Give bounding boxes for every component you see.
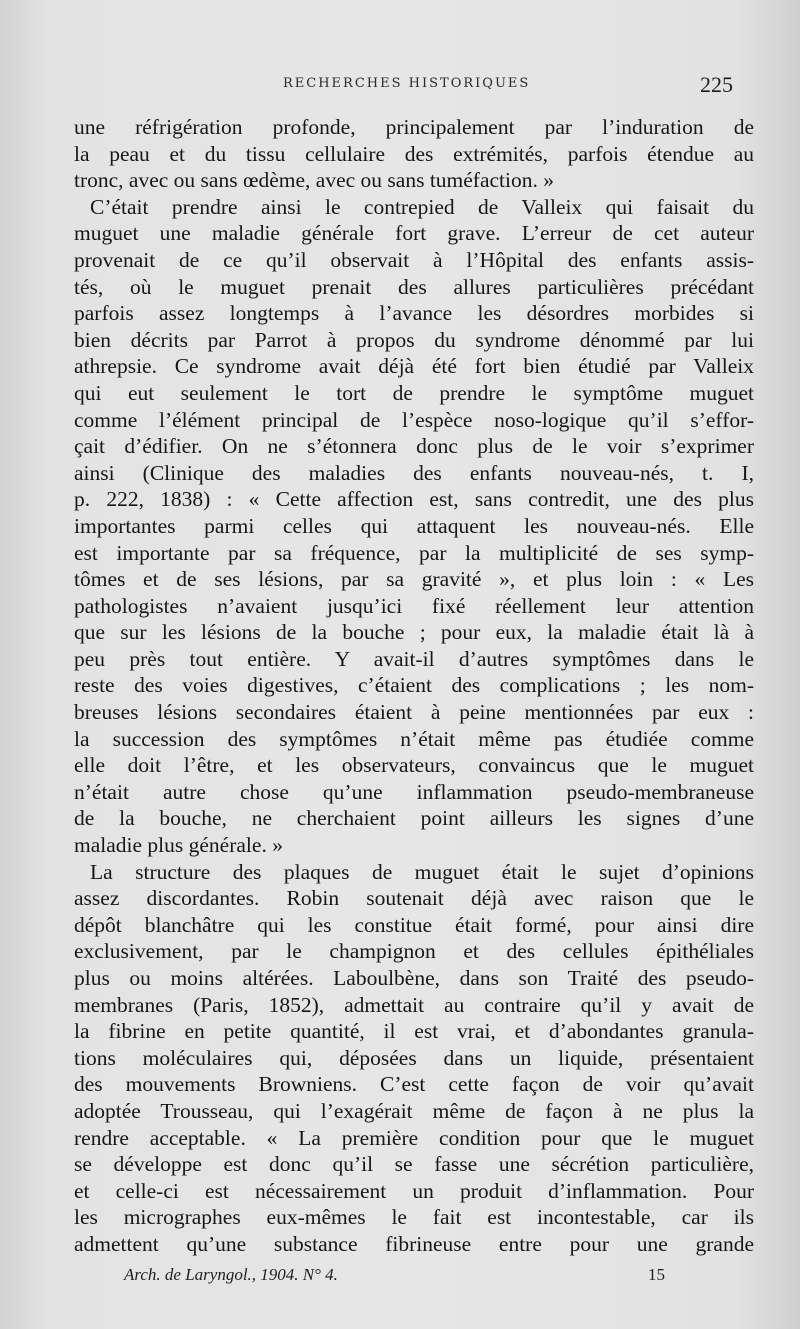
text-line: elle doit l’être, et les observateurs, convaincus que le muguet [74, 753, 754, 778]
page-header [0, 72, 800, 100]
text-line: la succession des symptômes n’était même pas étudiée comme [74, 726, 754, 751]
page-number: 225 [700, 72, 733, 97]
text-line: La structure des plaques de muguet était le sujet d’opinions [90, 859, 754, 884]
text-line: breuses lésions secondaires étaient à peine mentionnées par eux : [74, 700, 754, 725]
text-line: une réfrigération profonde, principalement par l’induration de [74, 115, 754, 139]
text-line: qui eut seulement le tort de prendre le symptôme muguet [74, 380, 754, 405]
text-line: reste des voies digestives, c’étaient des complications ; les nom- [74, 673, 754, 698]
text-line: n’était autre chose qu’une inflammation pseudo-membraneuse [74, 779, 754, 804]
text-line: dépôt blanchâtre qui les constitue était formé, pour ainsi dire [74, 912, 754, 937]
text-line: athrepsie. Ce syndrome avait déjà été fort bien étudié par Valleix [74, 354, 754, 379]
text-line: se développe est donc qu’il se fasse une sécrétion particulière, [74, 1152, 754, 1177]
text-line: et celle-ci est nécessairement un produit d’inflammation. Pour [74, 1178, 754, 1203]
text-line: tions moléculaires qui, déposées dans un liquide, présentaient [74, 1045, 754, 1070]
text-line: provenait de ce qu’il observait à l’Hôpital des enfants assis- [74, 247, 754, 272]
text-line: ainsi (Clinique des maladies des enfants nouveau-nés, t. I, [74, 460, 754, 485]
text-line: comme l’élément principal de l’espèce noso-logique qu’il s’effor- [74, 407, 754, 432]
text-line: maladie plus générale. » [74, 833, 283, 858]
text-line: importantes parmi celles qui attaquent les nouveau-nés. Elle [74, 513, 754, 538]
text-line: admettent qu’une substance fibrineuse entre pour une grande [74, 1231, 754, 1256]
text-line: p. 222, 1838) : « Cette affection est, sans contredit, une des plus [74, 487, 754, 512]
text-line: des mouvements Browniens. C’est cette façon de voir qu’avait [74, 1072, 754, 1097]
text-line: adoptée Trousseau, qui l’exagérait même de façon à ne plus la [74, 1098, 754, 1123]
text-line: est importante par sa fréquence, par la multiplicité de ses symp- [74, 540, 754, 565]
text-line: rendre acceptable. « La première condition pour que le muguet [74, 1125, 754, 1150]
text-line: tés, où le muguet prenait des allures particulières précédant [74, 274, 754, 299]
text-line: plus ou moins altérées. Laboulbène, dans son Traité des pseudo- [74, 966, 754, 990]
text-line: C’était prendre ainsi le contrepied de Valleix qui faisait du [90, 194, 754, 219]
text-line: la fibrine en petite quantité, il est vrai, et d’abondantes granula- [74, 1019, 754, 1044]
running-head: RECHERCHES HISTORIQUES [283, 76, 531, 91]
body-text [74, 114, 754, 1258]
text-line: çait d’édifier. On ne s’étonnera donc plus de le voir s’exprimer [74, 434, 754, 459]
footer-citation: Arch. de Laryngol., 1904. N° 4. [124, 1265, 338, 1284]
text-line: de la bouche, ne cherchaient point ailleurs les signes d’une [74, 806, 754, 831]
page-footer [0, 1265, 800, 1291]
text-line: muguet une maladie générale fort grave. L’erreur de cet auteur [74, 221, 754, 246]
text-line: les micrographes eux-mêmes le fait est incontestable, car ils [74, 1205, 754, 1230]
text-line: tômes et de ses lésions, par sa gravité », et plus loin : « Les [74, 567, 754, 592]
text-line: la peau et du tissu cellulaire des extrémités, parfois étendue au [74, 141, 754, 166]
text-line: bien décrits par Parrot à propos du syndrome dénommé par lui [74, 327, 754, 352]
signature-mark: 15 [648, 1265, 665, 1284]
text-line: membranes (Paris, 1852), admettait au contraire qu’il y avait de [74, 992, 754, 1017]
text-line: peu près tout entière. Y avait-il d’autres symptômes dans le [74, 646, 754, 671]
text-line: pathologistes n’avaient jusqu’ici fixé réellement leur attention [74, 593, 754, 618]
text-line: que sur les lésions de la bouche ; pour eux, la maladie était là à [74, 620, 754, 645]
text-line: assez discordantes. Robin soutenait déjà avec raison que le [74, 886, 754, 911]
text-line: tronc, avec ou sans œdème, avec ou sans tuméfaction. » [74, 168, 555, 193]
text-line: exclusivement, par le champignon et des cellules épithéliales [74, 939, 754, 964]
text-line: parfois assez longtemps à l’avance les désordres morbides si [74, 301, 754, 326]
